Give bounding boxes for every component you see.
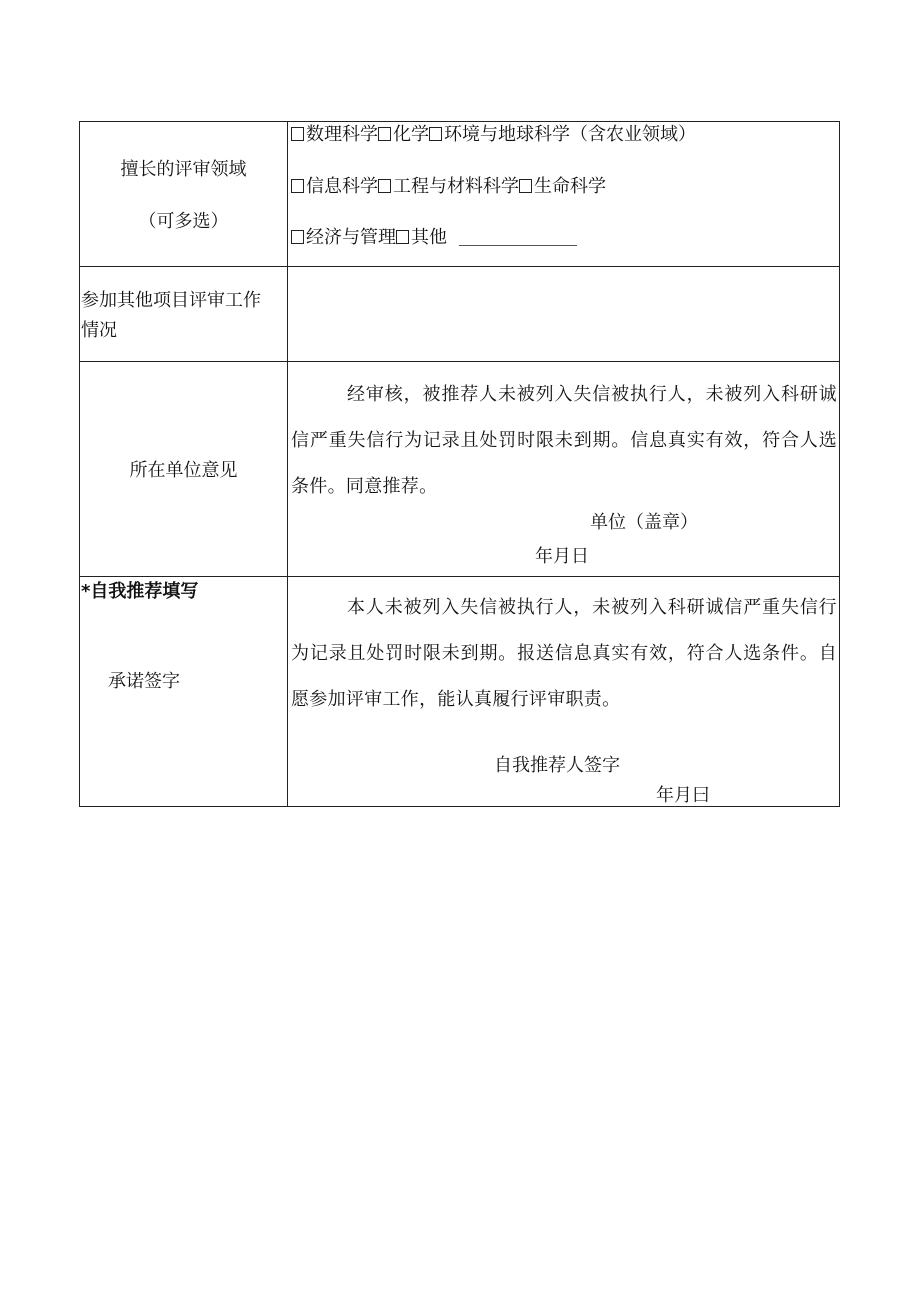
checkbox-chemistry[interactable] <box>378 127 391 141</box>
other-reviews-label-line-1: 参加其他项目评审工作 <box>81 290 261 311</box>
review-field-options-line-2 <box>291 178 606 196</box>
review-field-row <box>80 122 840 267</box>
unit-opinion-paragraph: 经审核，被推荐人未被列入失信被执行人，未被列入科研诚信严重失信行为记录且处罚时限未到期。信息真实有效，符合人选条件。同意推荐。 <box>291 384 837 497</box>
unit-opinion-label-cell <box>80 362 288 577</box>
other-reviews-label-line-2: 情况 <box>81 320 117 341</box>
review-field-options-line-3 <box>291 229 577 247</box>
other-field-input-line[interactable] <box>459 244 577 246</box>
review-field-label: 擅长的评审领域 <box>120 159 247 180</box>
unit-seal-label: 单位（盖章） <box>590 512 698 533</box>
option-env-earth: 环境与地球科学（含农业领域） <box>444 124 696 145</box>
option-engineering-materials: 工程与材料科学 <box>393 176 519 197</box>
unit-opinion-label: 所在单位意见 <box>129 460 238 481</box>
unit-opinion-date: 年月日 <box>535 546 589 567</box>
self-recommend-row <box>80 577 840 807</box>
unit-opinion-content-cell <box>288 362 840 577</box>
other-reviews-content-cell[interactable] <box>288 267 840 362</box>
self-recommender-signature-label: 自我推荐人签字 <box>494 755 620 776</box>
self-recommend-header: *自我推荐填写 <box>81 581 199 602</box>
checkbox-env-earth[interactable] <box>429 127 442 141</box>
unit-opinion-row <box>80 362 840 577</box>
option-economics-management: 经济与管理 <box>306 227 396 248</box>
self-recommend-label-cell <box>80 577 288 807</box>
option-life-science: 生命科学 <box>534 176 606 197</box>
checkbox-life-science[interactable] <box>519 179 532 193</box>
commitment-signature-label: 承诺签字 <box>108 671 180 692</box>
option-math-physics: 数理科学 <box>306 124 378 145</box>
option-info-science: 信息科学 <box>306 176 378 197</box>
checkbox-math-physics[interactable] <box>291 127 304 141</box>
checkbox-info-science[interactable] <box>291 179 304 193</box>
checkbox-engineering-materials[interactable] <box>378 179 391 193</box>
review-field-options-cell <box>288 122 840 267</box>
review-field-options-line-1 <box>291 126 696 144</box>
recommendation-form-table <box>79 121 840 807</box>
review-field-multi-select-hint: （可多选） <box>138 211 229 232</box>
self-recommend-content-cell <box>288 577 840 807</box>
self-recommend-paragraph: 本人未被列入失信被执行人，未被列入科研诚信严重失信行为记录且处罚时限未到期。报送信息真实有效，符合人选条件。自愿参加评审工作，能认真履行评审职责。 <box>291 597 837 710</box>
review-field-label-cell <box>80 122 288 267</box>
checkbox-other[interactable] <box>396 230 409 244</box>
other-reviews-label-cell <box>80 267 288 362</box>
checkbox-economics-management[interactable] <box>291 230 304 244</box>
other-reviews-row <box>80 267 840 362</box>
self-recommend-date: 年月曰 <box>656 785 710 806</box>
option-chemistry: 化学 <box>393 124 429 145</box>
option-other: 其他 <box>411 227 447 248</box>
